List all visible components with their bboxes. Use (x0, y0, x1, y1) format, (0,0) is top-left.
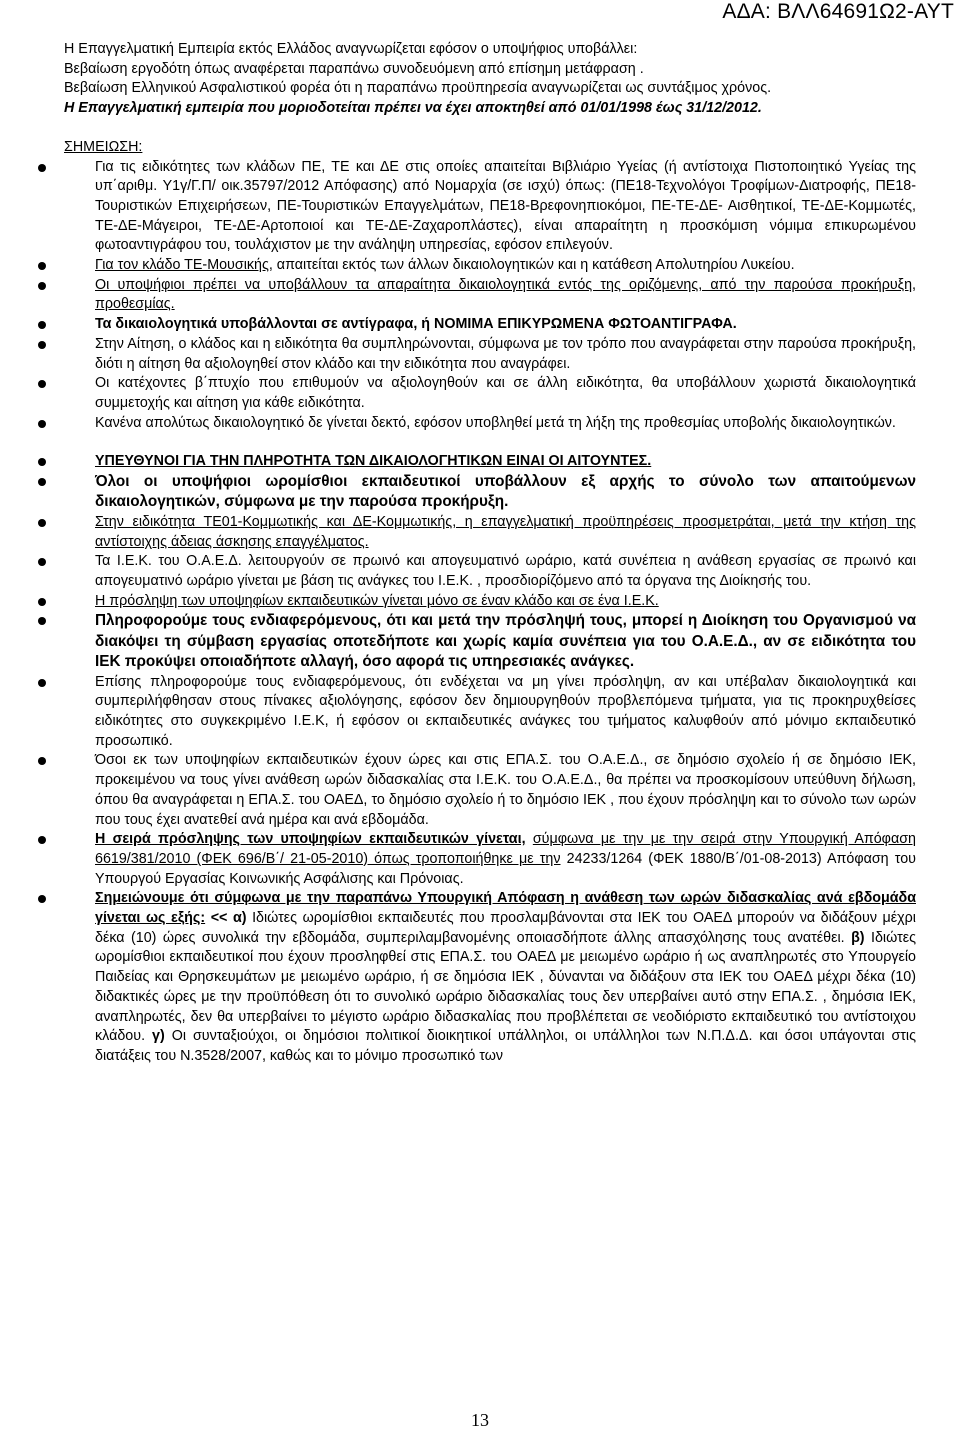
list-item-text: Τα Ι.Ε.Κ. του Ο.Α.Ε.Δ. λειτουργούν σε πρωινό και απογευματινό ωράριο, κατά συνέπεια η ανάθεση εργασίας σε πρωινό και απογευματινό ωράριο γίνεται με βάση τις ανάγκες του Ι.Ε.Κ. , προσδιορίζόμενο από τα όργανα της Διοίκησής του. (95, 553, 916, 589)
list-item (64, 889, 916, 1066)
list-item (64, 751, 916, 830)
list-item (64, 276, 916, 315)
list-item (64, 374, 916, 413)
list-item-text: 24233/1264 (ΦΕΚ 1880/Β΄/01-08-2013) Απόφαση του Υπουργού Εργασίας Κοινωνικής Ασφάλισης και Πρόνοιας. (95, 850, 916, 887)
list-item (64, 472, 916, 513)
list-item-text: Ιδιώτες ωρομίσθιοι εκπαιδευτές που προσλαμβάνονται στα ΙΕΚ του ΟΑΕΔ μπορούν να διδάξουν μέχρι δέκα (10) ώρες συνολικά την εβδομάδα, συμπεριλαμβανομένης οποιασδήποτε άλλης απασχόλησης τους ανατέθει. (95, 910, 916, 946)
list-item (64, 315, 916, 335)
list-item-text: Για τις ειδικότητες των κλάδων ΠΕ, ΤΕ και ΔΕ στις οποίες απαιτείται Βιβλιάριο Υγείας (ή αντίστοιχα Πιστοποιητικό Υγείας της υπ΄αριθμ. Υ1γ/Γ.Π/ οικ.35797/2012 Απόφασης) από Νομαρχία (σε ισχύ) όπως: (ΠΕ18-Τεχνολόγοι Τροφίμων-Διατροφής, ΠΕ18-Τουριστικών Επιχειρήσεων, ΠΕ-Τουριστικών Επαγγελμάτων, ΠΕ18-Βρεφονηπιοκόμοι, ΠΕ-ΤΕ-ΔΕ- Αισθητικοί, ΤΕ-ΔΕ-Κομμωτές, ΤΕ-ΔΕ-Μάγειροι, ΤΕ-ΔΕ-Αρτοποιοί και ΤΕ-ΔΕ-Ζαχαροπλάστες), είναι απαραίτητη η προσκόμιση νόμιμα επικυρωμένου φωτοαντιγράφου του, τουλάχιστον με την ανάληψη υπηρεσίας, εφόσον επιλεγούν. (95, 158, 916, 254)
list-item (64, 513, 916, 552)
list-item (64, 158, 916, 257)
list-item-text: γ) (152, 1028, 165, 1045)
page-number: 13 (471, 1410, 489, 1430)
list-item (64, 452, 916, 472)
list-item-text: ΥΠΕΥΘΥΝΟΙ ΓΙΑ ΤΗΝ ΠΛΗΡΟΤΗΤΑ ΤΩΝ ΔΙΚΑΙΟΛΟΓΗΤΙΚΩΝ ΕΙΝΑΙ ΟΙ ΑΙΤΟΥΝΤΕΣ. (95, 453, 652, 470)
document-body (64, 40, 916, 1067)
list-item-text: Στην ειδικότητα ΤΕ01-Κομμωτικής και ΔΕ-Κομμωτικής, η επαγγελματική προϋπηρέσεις προσμετράται, μετά την κτήση της αντίστοιχης άδειας άσκησης επαγγέλματος. (95, 513, 916, 550)
list-item-text: Για τον κλάδο ΤΕ-Μουσικής (95, 257, 269, 274)
list-item (64, 552, 916, 591)
list-item (64, 414, 916, 434)
list-item (64, 673, 916, 752)
list-item-text: Σημειώνουμε ότι σύμφωνα με την παραπάνω Υπουργική Απόφαση η ανάθεση των ωρών διδασκαλίας ανά εβδομάδα γίνεται ως εξής: (95, 890, 916, 927)
intro-line: Βεβαίωση Ελληνικού Ασφαλιστικού φορέα ότι η παραπάνω προϋπηρεσία αναγνωρίζεται ως συντάξιμος χρόνος. (64, 80, 772, 97)
list-item (64, 830, 916, 889)
list-item (64, 335, 916, 374)
list-item-text: Κανένα απολύτως δικαιολογητικό δε γίνεται δεκτό, εφόσον υποβληθεί μετά τη λήξη της προθεσμίας υποβολής δικαιολογητικών. (95, 414, 896, 431)
note-heading: ΣΗΜΕΙΩΣΗ: (64, 138, 143, 155)
list-item-text: Οι συνταξιούχοι, οι δημόσιοι πολιτικοί διοικητικοί υπάλληλοι, οι υπάλληλοι των Ν.Π.Δ.Δ. και όσοι υπάγονται στις διατάξεις του Ν.3528/2007, καθώς και το μόνιμο προσωπικό των (95, 1028, 917, 1064)
intro-line: Η Επαγγελματική Εμπειρία εκτός Ελλάδος αναγνωρίζεται εφόσον ο υποψήφιος υποβάλλει: (64, 41, 638, 57)
experience-period-note: Η Επαγγελματική εμπειρία που μοριοδοτείται πρέπει να έχει αποκτηθεί από 01/01/1998 έως 31/12/2012. (64, 100, 762, 117)
list-item-text: Όσοι εκ των υποψηφίων εκπαιδευτικών έχουν ώρες και στις ΕΠΑ.Σ. του Ο.Α.Ε.Δ., σε δημόσιο σχολείο ή σε δημόσιο ΙΕΚ, προκειμένου να τους γίνει ανάθεση ωρών διδασκαλίας στα Ι.Ε.Κ. του Ο.Α.Ε.Δ., θα πρέπει να προσκομίσουν υπεύθυνη δήλωση, όπου θα αναγράφεται η ΕΠΑ.Σ. του ΟΑΕΔ, το δημόσιο σχολείο ή το δημόσιο ΙΕΚ , που έχουν πρόσληψη και το σύνολο των ωρών που τους έχει ανατεθεί ανά ημέρα και ανά εβδομάδα. (95, 752, 916, 828)
list-item (64, 611, 916, 672)
list-item-text: Επίσης πληροφορούμε τους ενδιαφερόμενους, ότι ενδέχεται να μη γίνει πρόσληψη, αν και υπέβαλαν δικαιολογητικά και συμπεριλήφθησαν στους πίνακες αξιολόγησης, εφόσον δεν δημιουργηθούν προβλεπόμενα τμήματα, για τις προκηρυχθείσες ειδικότητες στο συγκεκριμένο Ι.Ε.Κ, ή εφόσον οι εκπαιδευτικές ανάγκες του τμήματος καλυφθούν από μόνιμο εκπαιδευτικό προσωπικό. (95, 673, 916, 749)
list-item-text: Η πρόσληψη των υποψηφίων εκπαιδευτικών γίνεται μόνο σε έναν κλάδο και σε ένα Ι.Ε.Κ. (95, 592, 659, 609)
ada-code: ΑΔΑ: ΒΛΛ64691Ω2-ΑΥΤ (722, 0, 954, 23)
list-item-text: σύμφωνα με την με την σειρά στην Υπουργική Απόφαση 6619/381/2010 (ΦΕΚ 696/Β΄/ 21-05-2010) όπως τροποποιήθηκε με την (95, 831, 916, 867)
list-item-text: , απαιτείται εκτός των άλλων δικαιολογητικών και η κατάθεση Απολυτηρίου Λυκείου. (268, 257, 795, 274)
list-item-text: Πληροφορούμε τους ενδιαφερόμενους, ότι και μετά την πρόσληψή τους, μπορεί η Διοίκηση του Οργανισμού να διακόψει τη σύμβαση εργασίας οποτεδήποτε και χωρίς καμία συνέπεια για του Ο.Α.Ε.Δ., αν σε ειδικότητα του ΙΕΚ προκύψει οποιαδήποτε αλλαγή, όσο αφορά τις υπηρεσιακές ανάγκες. (95, 612, 916, 671)
list-item-text: Όλοι οι υποψήφιοι ωρομίσθιοι εκπαιδευτικοί υποβάλλουν εξ αρχής το σύνολο των απαιτούμενων δικαιολογητικών, σύμφωνα με την παρούσα προκήρυξη. (95, 473, 916, 511)
list-item (64, 592, 916, 612)
list-item-text: β) (851, 929, 865, 946)
list-item-text: Οι υποψήφιοι πρέπει να υποβάλλουν τα απαραίτητα δικαιολογητικά εντός της οριζόμενης, από την παρούσα προκήρυξη, προθεσμίας. (95, 276, 916, 313)
list-item-text: Οι κατέχοντες β΄πτυχίο που επιθυμούν να αξιολογηθούν και σε άλλη ειδικότητα, θα υποβάλλουν χωριστά δικαιολογητικά συμμετοχής και αίτηση για κάθε ειδικότητα. (95, 375, 916, 411)
list-item-text: << α) (210, 910, 247, 927)
list-item-text: Στην Αίτηση, ο κλάδος και η ειδικότητα θα συμπληρώνονται, σύμφωνα με τον τρόπο που αναγράφεται στην παρούσα προκήρυξη, διότι η αίτηση θα αξιολογηθεί στον κλάδο και την ειδικότητα που αναγράφει. (95, 335, 916, 372)
list-item-text: Τα δικαιολογητικά υποβάλλονται σε αντίγραφα, ή ΝΟΜΙΜΑ ΕΠΙΚΥΡΩΜΕΝΑ ΦΩΤΟΑΝΤΙΓΡΑΦΑ. (95, 316, 737, 333)
intro-line: Βεβαίωση εργοδότη όπως αναφέρεται παραπάνω συνοδευόμενη από επίσημη μετάφραση . (64, 60, 644, 77)
list-item-text: Ιδιώτες ωρομίσθιοι εκπαιδευτικοί που έχουν προσληφθεί στις ΕΠΑ.Σ. του ΟΑΕΔ με μειωμένο ωράριο ή ως αναπληρωτές στο Υπουργείο Παιδείας και Θρησκευμάτων με μειωμένο ωράριο, ή σε δημόσια ΙΕΚ , δύνανται να διδάξουν στα ΙΕΚ του ΟΑΕΔ μέχρι δέκα (10) διδακτικές ώρες με την προϋπόθεση ότι το συνολικό ωράριο διδασκαλίας τους δεν υπερβαίνει αυτό στην ΕΠΑ.Σ. , δημόσια ΙΕΚ, αναπληρωτές, δεν θα υπερβαίνει το μέγιστο ωράριο διδασκαλίας που προβλέπεται σε νεοδιόριστο εκπαιδευτικό του αντίστοιχου κλάδου. (95, 929, 916, 1045)
list-item-text: Η σειρά πρόσληψης των υποψηφίων εκπαιδευτικών γίνεται, (95, 831, 526, 848)
list-item (64, 256, 916, 276)
